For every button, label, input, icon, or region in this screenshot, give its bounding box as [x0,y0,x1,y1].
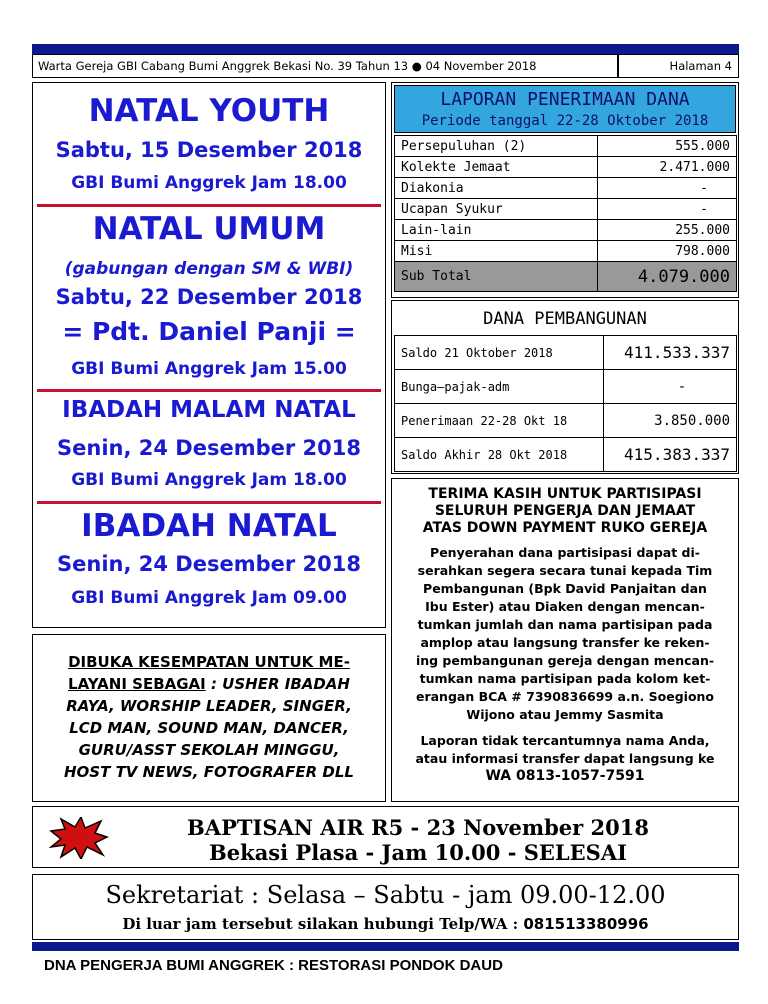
secretariat-box [32,874,739,940]
event-speaker: = Pdt. Daniel Panji = [62,317,356,346]
table-row [395,199,737,220]
income-report-header [394,85,736,133]
table-row [395,370,737,404]
row-value: - [598,199,737,220]
header-title: Warta Gereja GBI Cabang Bumi Anggrek Bekasi No. 39 Tahun 13 ● 04 November 2018 [38,59,537,73]
event-title: NATAL UMUM [92,211,326,247]
whatsapp-number: WA 0813-1057-7591 [485,768,645,784]
thanks-body: Pembangunan (Bpk David Panjaitan dan [423,581,707,596]
income-report-period: Periode tanggal 22-28 Oktober 2018 [421,113,709,129]
volunteer-roles: GURU/ASST SEKOLAH MINGGU, [78,741,340,759]
baptism-banner [32,806,739,868]
row-value: 3.850.000 [604,404,737,438]
thanks-body: Penyerahan dana partisipasi dapat di- [430,545,700,560]
baptism-details: Bekasi Plasa - Jam 10.00 - SELESAI [209,840,627,865]
divider [37,204,381,207]
row-label: Saldo Akhir 28 Okt 2018 [395,438,604,472]
table-row [395,220,737,241]
row-value: 411.533.337 [604,336,737,370]
building-fund-title: DANA PEMBANGUNAN [483,309,647,329]
volunteer-roles: HOST TV NEWS, FOTOGRAFER DLL [64,763,354,781]
row-label: Lain-lain [395,220,598,241]
thanks-note: atau informasi transfer dapat langsung ke [415,751,715,766]
thanks-body: tumkan nama partisipan pada kolom ket- [419,671,711,686]
starburst-icon [49,817,109,859]
row-label: Bunga—pajak-adm [395,370,604,404]
thanks-box [391,478,739,802]
event-note: (gabungan dengan SM & WBI) [64,259,354,279]
christmas-events-box [32,82,386,628]
row-label: Misi [395,241,598,262]
event-place: GBI Bumi Anggrek Jam 18.00 [71,173,347,193]
row-label: Diakonia [395,178,598,199]
baptism-title: BAPTISAN AIR R5 - 23 November 2018 [187,815,649,840]
row-label: Persepuluhan (2) [395,136,598,157]
page-number: Halaman 4 [669,59,732,73]
row-value: 2.471.000 [598,157,737,178]
income-report-title: LAPORAN PENERIMAAN DANA [440,89,690,110]
thanks-body: Wijono atau Jemmy Sasmita [466,707,664,722]
event-date: Sabtu, 22 Desember 2018 [55,285,363,309]
top-bar [32,44,739,54]
secretariat-hours: Sekretariat : Selasa – Sabtu - jam 09.00-12.00 [105,881,666,909]
volunteer-roles: RAYA, WORSHIP LEADER, SINGER, [66,697,352,715]
event-title: IBADAH MALAM NATAL [62,397,356,423]
row-label: Penerimaan 22-28 Okt 18 [395,404,604,438]
table-row [395,241,737,262]
event-date: Senin, 24 Desember 2018 [57,552,361,576]
income-table [394,135,737,292]
table-row [395,438,737,472]
row-value: - [598,178,737,199]
thanks-body: amplop atau langsung transfer ke reken- [420,635,710,650]
subtotal-row [395,262,737,292]
event-place: GBI Bumi Anggrek Jam 09.00 [71,588,347,608]
thanks-note: Laporan tidak tercantumnya nama Anda, [420,733,710,748]
bottom-bar [32,942,739,951]
thanks-body: serahkan segera secara tunai kepada Tim [417,563,713,578]
event-place: GBI Bumi Anggrek Jam 15.00 [71,359,347,379]
volunteer-roles: : USHER IBADAH [205,675,350,693]
thanks-body: tumkan jumlah dan nama partisipan pada [417,617,713,632]
income-report [391,82,739,298]
event-place: GBI Bumi Anggrek Jam 18.00 [71,470,347,490]
event-date: Sabtu, 15 Desember 2018 [55,138,363,162]
table-row [395,404,737,438]
row-label: Saldo 21 Oktober 2018 [395,336,604,370]
phone-number: 081513380996 [523,915,649,933]
building-fund-box [391,300,739,474]
event-date: Senin, 24 Desember 2018 [57,436,361,460]
thanks-body: Ibu Ester) atau Diaken dengan mencan- [425,599,705,614]
table-row [395,157,737,178]
volunteer-roles: LCD MAN, SOUND MAN, DANCER, [69,719,349,737]
divider [37,501,381,504]
subtotal-value: 4.079.000 [598,262,737,292]
page-header [32,54,739,78]
header-divider [617,55,619,77]
row-label: Ucapan Syukur [395,199,598,220]
secretariat-note: Di luar jam tersebut silakan hubungi Telp/WA : [122,915,524,933]
thanks-heading: SELURUH PENGERJA DAN JEMAAT [434,503,696,519]
row-label: Kolekte Jemaat [395,157,598,178]
thanks-heading: TERIMA KASIH UNTUK PARTISIPASI [428,486,702,502]
thanks-heading: ATAS DOWN PAYMENT RUKO GEREJA [422,520,708,536]
table-row [395,178,737,199]
row-value: 798.000 [598,241,737,262]
volunteer-heading: LAYANI SEBAGAI [68,675,206,693]
thanks-body: erangan BCA # 7390836699 a.n. Soegiono [415,689,715,704]
building-fund-table [394,335,737,472]
volunteer-heading: DIBUKA KESEMPATAN UNTUK ME- [68,653,350,671]
divider [37,389,381,392]
event-title: IBADAH NATAL [81,508,337,544]
row-value: 255.000 [598,220,737,241]
thanks-body: ing pembangunan gereja dengan mencan- [415,653,715,668]
row-value: 415.383.337 [604,438,737,472]
table-row [395,336,737,370]
volunteer-box [32,634,386,802]
footer-motto: DNA PENGERJA BUMI ANGGREK : RESTORASI PONDOK DAUD [44,957,503,974]
table-row [395,136,737,157]
row-value: 555.000 [598,136,737,157]
subtotal-label: Sub Total [395,262,598,292]
row-value: - [604,370,737,404]
event-title: NATAL YOUTH [88,93,330,129]
